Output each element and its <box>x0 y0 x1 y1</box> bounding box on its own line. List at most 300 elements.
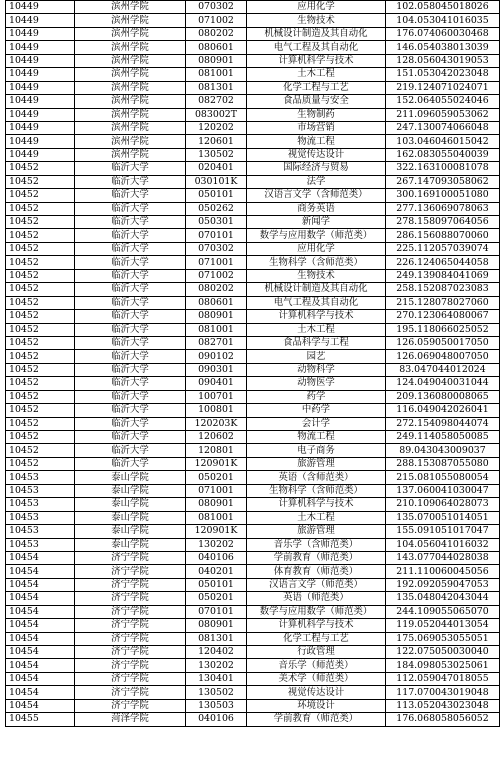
major-name-cell: 新闻学 <box>247 216 386 229</box>
major-code-cell: 050101 <box>186 189 247 202</box>
score-cell: 215.128078027060 <box>386 296 500 309</box>
major-code-cell: 080901 <box>186 54 247 67</box>
score-cell: 249.114058050085 <box>386 431 500 444</box>
school-code-cell: 10449 <box>6 95 75 108</box>
score-cell: 113.052043023048 <box>386 699 500 712</box>
major-name-cell: 国际经济与贸易 <box>247 162 386 175</box>
school-code-cell: 10454 <box>6 551 75 564</box>
table-row <box>6 498 500 511</box>
school-code-cell: 10452 <box>6 189 75 202</box>
table-row <box>6 14 500 27</box>
major-code-cell: 080901 <box>186 310 247 323</box>
score-cell: 226.124065044058 <box>386 256 500 269</box>
table-row <box>6 417 500 430</box>
score-cell: 288.153087055080 <box>386 457 500 470</box>
major-name-cell: 学前教育（师范类） <box>247 551 386 564</box>
school-code-cell: 10452 <box>6 350 75 363</box>
score-cell: 135.070051014051 <box>386 511 500 524</box>
score-cell: 244.109055065070 <box>386 605 500 618</box>
school-name-cell: 泰山学院 <box>75 538 186 551</box>
major-code-cell: 071001 <box>186 484 247 497</box>
table-row <box>6 672 500 685</box>
major-code-cell: 120202 <box>186 121 247 134</box>
table-row <box>6 296 500 309</box>
score-cell: 277.136069078063 <box>386 202 500 215</box>
major-name-cell: 电子商务 <box>247 444 386 457</box>
major-code-cell: 080901 <box>186 498 247 511</box>
school-name-cell: 临沂大学 <box>75 175 186 188</box>
major-name-cell: 法学 <box>247 175 386 188</box>
school-code-cell: 10449 <box>6 121 75 134</box>
major-name-cell: 动物科学 <box>247 363 386 376</box>
major-code-cell: 081301 <box>186 81 247 94</box>
school-code-cell: 10452 <box>6 216 75 229</box>
table-row <box>6 310 500 323</box>
school-name-cell: 滨州学院 <box>75 81 186 94</box>
school-code-cell: 10454 <box>6 565 75 578</box>
score-cell: 270.123064080067 <box>386 310 500 323</box>
school-name-cell: 滨州学院 <box>75 95 186 108</box>
major-code-cell: 120203K <box>186 417 247 430</box>
school-name-cell: 滨州学院 <box>75 148 186 161</box>
table-row <box>6 457 500 470</box>
school-name-cell: 泰山学院 <box>75 498 186 511</box>
school-code-cell: 10454 <box>6 659 75 672</box>
school-name-cell: 临沂大学 <box>75 310 186 323</box>
school-code-cell: 10452 <box>6 242 75 255</box>
school-name-cell: 临沂大学 <box>75 296 186 309</box>
school-code-cell: 10449 <box>6 27 75 40</box>
school-name-cell: 济宁学院 <box>75 686 186 699</box>
score-cell: 278.158097064056 <box>386 216 500 229</box>
score-cell: 267.147093058062 <box>386 175 500 188</box>
score-cell: 322.163100081078 <box>386 162 500 175</box>
major-code-cell: 050201 <box>186 592 247 605</box>
table-row <box>6 404 500 417</box>
score-cell: 300.169100051080 <box>386 189 500 202</box>
school-code-cell: 10452 <box>6 363 75 376</box>
major-code-cell: 081001 <box>186 323 247 336</box>
major-name-cell: 数学与应用数学（师范类） <box>247 229 386 242</box>
table-row <box>6 551 500 564</box>
school-code-cell: 10452 <box>6 296 75 309</box>
major-code-cell: 080202 <box>186 27 247 40</box>
major-code-cell: 120601 <box>186 135 247 148</box>
school-code-cell: 10454 <box>6 592 75 605</box>
major-name-cell: 机械设计制造及其自动化 <box>247 283 386 296</box>
school-code-cell: 10453 <box>6 538 75 551</box>
score-cell: 195.118066025052 <box>386 323 500 336</box>
major-name-cell: 园艺 <box>247 350 386 363</box>
score-cell: 89.043043009037 <box>386 444 500 457</box>
school-name-cell: 济宁学院 <box>75 578 186 591</box>
table-row <box>6 713 500 726</box>
score-cell: 104.056041016032 <box>386 538 500 551</box>
table-row <box>6 283 500 296</box>
major-code-cell: 040201 <box>186 565 247 578</box>
school-code-cell: 10452 <box>6 256 75 269</box>
school-name-cell: 济宁学院 <box>75 605 186 618</box>
school-code-cell: 10452 <box>6 175 75 188</box>
school-code-cell: 10452 <box>6 444 75 457</box>
school-name-cell: 临沂大学 <box>75 216 186 229</box>
table-row <box>6 41 500 54</box>
school-code-cell: 10449 <box>6 68 75 81</box>
school-name-cell: 济宁学院 <box>75 659 186 672</box>
score-cell: 104.053041016035 <box>386 14 500 27</box>
score-cell: 162.083055040039 <box>386 148 500 161</box>
school-name-cell: 济宁学院 <box>75 672 186 685</box>
major-name-cell: 行政管理 <box>247 646 386 659</box>
school-name-cell: 临沂大学 <box>75 269 186 282</box>
school-name-cell: 滨州学院 <box>75 135 186 148</box>
major-name-cell: 旅游管理 <box>247 457 386 470</box>
major-name-cell: 音乐学（师范类） <box>247 659 386 672</box>
major-name-cell: 计算机科学与技术 <box>247 619 386 632</box>
school-name-cell: 滨州学院 <box>75 27 186 40</box>
school-name-cell: 临沂大学 <box>75 404 186 417</box>
major-name-cell: 视觉传达设计 <box>247 148 386 161</box>
school-code-cell: 10455 <box>6 713 75 726</box>
school-code-cell: 10452 <box>6 390 75 403</box>
school-name-cell: 临沂大学 <box>75 444 186 457</box>
major-name-cell: 中药学 <box>247 404 386 417</box>
school-name-cell: 济宁学院 <box>75 632 186 645</box>
table-row <box>6 363 500 376</box>
score-cell: 83.047044012024 <box>386 363 500 376</box>
school-code-cell: 10449 <box>6 81 75 94</box>
major-name-cell: 计算机科学与技术 <box>247 310 386 323</box>
major-name-cell: 体育教育（师范类） <box>247 565 386 578</box>
table-row <box>6 27 500 40</box>
major-code-cell: 040106 <box>186 551 247 564</box>
major-name-cell: 生物科学（含师范类） <box>247 484 386 497</box>
score-cell: 249.139084041069 <box>386 269 500 282</box>
table-row <box>6 578 500 591</box>
score-cell: 247.130074066048 <box>386 121 500 134</box>
score-cell: 176.068058056052 <box>386 713 500 726</box>
major-code-cell: 070101 <box>186 605 247 618</box>
major-name-cell: 机械设计制造及其自动化 <box>247 27 386 40</box>
school-name-cell: 滨州学院 <box>75 68 186 81</box>
major-name-cell: 食品科学与工程 <box>247 336 386 349</box>
score-cell: 225.112057039074 <box>386 242 500 255</box>
major-code-cell: 120801 <box>186 444 247 457</box>
school-code-cell: 10452 <box>6 431 75 444</box>
school-code-cell: 10452 <box>6 162 75 175</box>
table-row <box>6 350 500 363</box>
major-name-cell: 应用化学 <box>247 1 386 14</box>
score-cell: 135.048042043044 <box>386 592 500 605</box>
table-row <box>6 592 500 605</box>
school-code-cell: 10449 <box>6 14 75 27</box>
score-cell: 151.053042023048 <box>386 68 500 81</box>
major-name-cell: 汉语言文学（含师范类） <box>247 189 386 202</box>
school-code-cell: 10452 <box>6 404 75 417</box>
school-code-cell: 10449 <box>6 148 75 161</box>
table-row <box>6 202 500 215</box>
score-cell: 258.152087023083 <box>386 283 500 296</box>
school-name-cell: 临沂大学 <box>75 350 186 363</box>
school-name-cell: 滨州学院 <box>75 1 186 14</box>
school-name-cell: 滨州学院 <box>75 14 186 27</box>
table-row <box>6 229 500 242</box>
major-name-cell: 土木工程 <box>247 68 386 81</box>
score-cell: 210.109064028073 <box>386 498 500 511</box>
major-code-cell: 130502 <box>186 148 247 161</box>
school-code-cell: 10454 <box>6 672 75 685</box>
score-cell: 119.052044013054 <box>386 619 500 632</box>
major-name-cell: 学前教育（师范类） <box>247 713 386 726</box>
major-name-cell: 视觉传达设计 <box>247 686 386 699</box>
school-name-cell: 临沂大学 <box>75 431 186 444</box>
major-name-cell: 商务英语 <box>247 202 386 215</box>
score-cell: 116.049042026041 <box>386 404 500 417</box>
major-code-cell: 081001 <box>186 511 247 524</box>
major-name-cell: 物流工程 <box>247 135 386 148</box>
score-cell: 126.059050017050 <box>386 336 500 349</box>
school-name-cell: 临沂大学 <box>75 323 186 336</box>
major-name-cell: 数学与应用数学（师范类） <box>247 605 386 618</box>
major-name-cell: 化学工程与工艺 <box>247 632 386 645</box>
table-row <box>6 377 500 390</box>
school-name-cell: 菏泽学院 <box>75 713 186 726</box>
major-code-cell: 082702 <box>186 95 247 108</box>
table-row <box>6 121 500 134</box>
school-name-cell: 泰山学院 <box>75 484 186 497</box>
major-code-cell: 050101 <box>186 578 247 591</box>
school-code-cell: 10449 <box>6 41 75 54</box>
school-code-cell: 10449 <box>6 135 75 148</box>
major-code-cell: 090301 <box>186 363 247 376</box>
major-name-cell: 市场营销 <box>247 121 386 134</box>
table-row <box>6 538 500 551</box>
score-cell: 184.098053025061 <box>386 659 500 672</box>
school-code-cell: 10453 <box>6 525 75 538</box>
major-code-cell: 083002T <box>186 108 247 121</box>
school-name-cell: 临沂大学 <box>75 202 186 215</box>
table-row <box>6 699 500 712</box>
table-row <box>6 269 500 282</box>
major-code-cell: 050262 <box>186 202 247 215</box>
school-code-cell: 10454 <box>6 578 75 591</box>
school-code-cell: 10454 <box>6 686 75 699</box>
major-code-cell: 130503 <box>186 699 247 712</box>
score-cell: 146.054038013039 <box>386 41 500 54</box>
table-row <box>6 659 500 672</box>
major-code-cell: 080601 <box>186 296 247 309</box>
school-code-cell: 10454 <box>6 699 75 712</box>
table-row <box>6 444 500 457</box>
table-row <box>6 646 500 659</box>
table-row <box>6 1 500 14</box>
major-code-cell: 090102 <box>186 350 247 363</box>
score-cell: 175.069053055051 <box>386 632 500 645</box>
school-code-cell: 10454 <box>6 632 75 645</box>
school-code-cell: 10454 <box>6 646 75 659</box>
score-cell: 219.124071024071 <box>386 81 500 94</box>
major-code-cell: 081001 <box>186 68 247 81</box>
score-cell: 124.049040031044 <box>386 377 500 390</box>
table-row <box>6 605 500 618</box>
table-row <box>6 68 500 81</box>
school-code-cell: 10452 <box>6 336 75 349</box>
table-row <box>6 686 500 699</box>
table-row <box>6 108 500 121</box>
school-code-cell: 10453 <box>6 484 75 497</box>
major-name-cell: 电气工程及其自动化 <box>247 41 386 54</box>
school-code-cell: 10452 <box>6 202 75 215</box>
school-code-cell: 10454 <box>6 619 75 632</box>
major-code-cell: 080202 <box>186 283 247 296</box>
major-code-cell: 080601 <box>186 41 247 54</box>
score-cell: 137.060041030047 <box>386 484 500 497</box>
score-cell: 211.096059053062 <box>386 108 500 121</box>
school-name-cell: 济宁学院 <box>75 592 186 605</box>
school-name-cell: 临沂大学 <box>75 283 186 296</box>
table-row <box>6 189 500 202</box>
school-code-cell: 10452 <box>6 377 75 390</box>
school-code-cell: 10453 <box>6 498 75 511</box>
major-code-cell: 030101K <box>186 175 247 188</box>
school-name-cell: 临沂大学 <box>75 256 186 269</box>
school-code-cell: 10449 <box>6 108 75 121</box>
table-row <box>6 175 500 188</box>
major-name-cell: 应用化学 <box>247 242 386 255</box>
major-name-cell: 土木工程 <box>247 323 386 336</box>
score-cell: 122.075050030040 <box>386 646 500 659</box>
school-name-cell: 济宁学院 <box>75 551 186 564</box>
major-code-cell: 120602 <box>186 431 247 444</box>
major-name-cell: 美术学（师范类） <box>247 672 386 685</box>
score-cell: 211.110060045056 <box>386 565 500 578</box>
table-row <box>6 390 500 403</box>
major-name-cell: 药学 <box>247 390 386 403</box>
table-row <box>6 565 500 578</box>
school-name-cell: 滨州学院 <box>75 54 186 67</box>
major-code-cell: 050201 <box>186 471 247 484</box>
table-row <box>6 162 500 175</box>
score-cell: 117.070043019048 <box>386 686 500 699</box>
school-code-cell: 10453 <box>6 511 75 524</box>
major-name-cell: 生物技术 <box>247 269 386 282</box>
major-name-cell: 化学工程与工艺 <box>247 81 386 94</box>
major-name-cell: 英语（师范类） <box>247 592 386 605</box>
school-code-cell: 10452 <box>6 269 75 282</box>
school-code-cell: 10454 <box>6 605 75 618</box>
major-name-cell: 旅游管理 <box>247 525 386 538</box>
score-cell: 209.136080008065 <box>386 390 500 403</box>
school-name-cell: 济宁学院 <box>75 619 186 632</box>
major-code-cell: 070101 <box>186 229 247 242</box>
score-cell: 143.077044028038 <box>386 551 500 564</box>
score-cell: 176.074060030468 <box>386 27 500 40</box>
school-name-cell: 滨州学院 <box>75 108 186 121</box>
score-cell: 152.064055024046 <box>386 95 500 108</box>
school-name-cell: 滨州学院 <box>75 41 186 54</box>
score-cell: 272.154098044074 <box>386 417 500 430</box>
major-name-cell: 土木工程 <box>247 511 386 524</box>
school-name-cell: 临沂大学 <box>75 162 186 175</box>
school-name-cell: 泰山学院 <box>75 525 186 538</box>
major-code-cell: 050301 <box>186 216 247 229</box>
school-code-cell: 10452 <box>6 417 75 430</box>
table-row <box>6 135 500 148</box>
school-name-cell: 临沂大学 <box>75 189 186 202</box>
major-code-cell: 071002 <box>186 14 247 27</box>
school-code-cell: 10452 <box>6 457 75 470</box>
table-row <box>6 511 500 524</box>
table-row <box>6 81 500 94</box>
major-code-cell: 130502 <box>186 686 247 699</box>
major-name-cell: 动物医学 <box>247 377 386 390</box>
table-row <box>6 619 500 632</box>
major-code-cell: 081301 <box>186 632 247 645</box>
major-code-cell: 100801 <box>186 404 247 417</box>
major-name-cell: 生物制药 <box>247 108 386 121</box>
table-row <box>6 336 500 349</box>
major-code-cell: 070302 <box>186 242 247 255</box>
major-code-cell: 100701 <box>186 390 247 403</box>
major-code-cell: 080901 <box>186 619 247 632</box>
major-code-cell: 090401 <box>186 377 247 390</box>
major-name-cell: 汉语言文学（师范类） <box>247 578 386 591</box>
school-code-cell: 10449 <box>6 54 75 67</box>
table-row <box>6 471 500 484</box>
major-code-cell: 020401 <box>186 162 247 175</box>
major-code-cell: 082701 <box>186 336 247 349</box>
major-code-cell: 130202 <box>186 659 247 672</box>
major-name-cell: 环境设计 <box>247 699 386 712</box>
school-name-cell: 滨州学院 <box>75 121 186 134</box>
table-body <box>6 1 500 727</box>
score-cell: 126.069048007050 <box>386 350 500 363</box>
major-code-cell: 070302 <box>186 1 247 14</box>
table-row <box>6 431 500 444</box>
school-name-cell: 临沂大学 <box>75 390 186 403</box>
score-cell: 102.058045018026 <box>386 1 500 14</box>
major-code-cell: 130401 <box>186 672 247 685</box>
major-code-cell: 040106 <box>186 713 247 726</box>
score-cell: 286.156088070060 <box>386 229 500 242</box>
major-code-cell: 071002 <box>186 269 247 282</box>
major-code-cell: 120901K <box>186 457 247 470</box>
major-code-cell: 120901K <box>186 525 247 538</box>
table-row <box>6 256 500 269</box>
table-row <box>6 216 500 229</box>
school-name-cell: 临沂大学 <box>75 242 186 255</box>
school-code-cell: 10452 <box>6 323 75 336</box>
major-code-cell: 120402 <box>186 646 247 659</box>
school-name-cell: 临沂大学 <box>75 417 186 430</box>
table-row <box>6 484 500 497</box>
school-name-cell: 临沂大学 <box>75 457 186 470</box>
school-name-cell: 济宁学院 <box>75 565 186 578</box>
school-code-cell: 10452 <box>6 229 75 242</box>
score-cell: 192.092059047053 <box>386 578 500 591</box>
school-code-cell: 10453 <box>6 471 75 484</box>
major-name-cell: 音乐学（含师范类） <box>247 538 386 551</box>
school-code-cell: 10452 <box>6 283 75 296</box>
table-row <box>6 632 500 645</box>
major-name-cell: 计算机科学与技术 <box>247 54 386 67</box>
score-cell: 103.046046015042 <box>386 135 500 148</box>
school-name-cell: 泰山学院 <box>75 511 186 524</box>
major-code-cell: 130202 <box>186 538 247 551</box>
school-name-cell: 临沂大学 <box>75 377 186 390</box>
school-code-cell: 10449 <box>6 1 75 14</box>
major-name-cell: 英语（含师范类） <box>247 471 386 484</box>
